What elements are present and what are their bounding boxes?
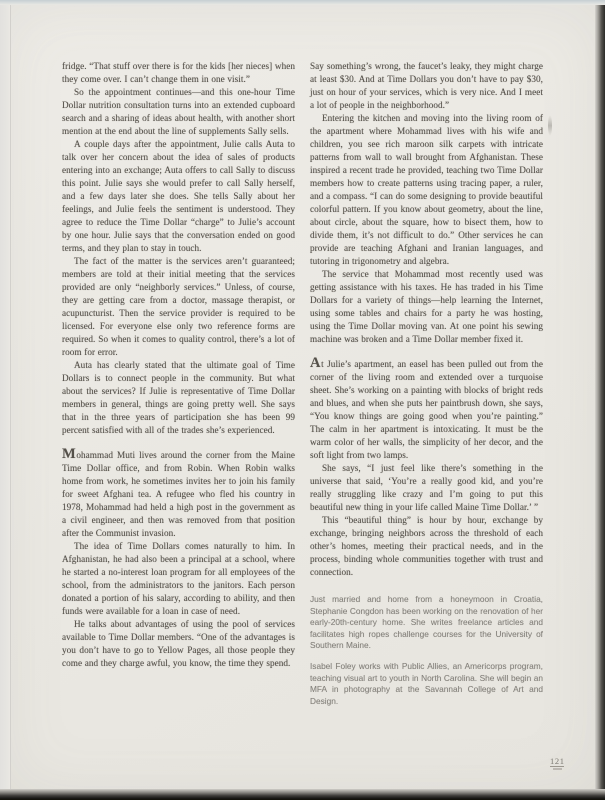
folio-micro-text [553, 768, 562, 770]
scan-smudge [548, 115, 552, 136]
paragraph-appointment-continues: So the appointment continues—and this one-hour Time Dollar nutrition consultation turns into an extended cupboard search and a sharing of ideas about health, with another short mention at the end about the line of supplements Sally sells. [62, 87, 295, 136]
paragraph-idea-time-dollars: The idea of Time Dollars comes naturally to him. In Afghanistan, he had also been a principal at a school, where he started a no-interest loan program for all employees of the school, from the administrators to the janitors. Each person donated a portion of his salary, according to ability, and then funds were available for a loan in case of need. [62, 541, 295, 616]
bio-isabel-foley: Isabel Foley works with Public Allies, an Americorps program, teaching visual art to youth in North Carolina. She will begin an MFA in photography at the Savannah College of Art and Design. [310, 660, 543, 706]
paragraph-mohammad-section [62, 446, 295, 540]
text-column-right [310, 60, 543, 716]
paragraph-beautiful-thing: This “beautiful thing” is hour by hour, exchange by exchange, bringing neighbors across the threshold of each other’s homes, meeting their practical needs, and in the process, binding whole communities together with trust and connection. [310, 515, 543, 577]
raised-cap-m: M [62, 446, 76, 462]
contributor-bios [310, 594, 543, 707]
paragraph-pool-of-services: He talks about advantages of using the pool of services available to Time Dollar members. “One of the advantages is you don’t have to go to Yellow Pages, all those people they come and they charge awful, you know, the time they spend. [62, 619, 295, 668]
bio-stephanie-congdon: Just married and home from a honeymoon in Croatia, Stephanie Congdon has been working on the renovation of her early-20th-century home. She writes freelance articles and facilitates high ropes challenge courses for the University of Southern Maine. [310, 594, 543, 651]
page-number-block [550, 757, 565, 770]
paragraph-universe-quote: She says, “I just feel like there’s something in the universe that said, ‘You’re a really good kid, and you’re really struggling like crazy and I’m going to put this beautiful new thing in your life called Maine Time Dollar.’ ” [310, 463, 543, 512]
paragraph-julie-calls-auta: A couple days after the appointment, Julie calls Auta to talk over her concern about the idea of sales of products entering into an exchange; Auta offers to call Sally to discuss this point. Julie says she would prefer to call Sally herself, and a few days later she does. She tells Sally about her feelings, and Julie feels the sentiment is understood. They agree to reduce the Time Dollar “charge” to Julie’s account by one hour. Julie says that the conversation ended on good terms, and they plan to stay in touch. [62, 139, 295, 253]
raised-cap-a: A [310, 355, 321, 371]
page-number: 121 [550, 756, 565, 766]
page-edge-bottom [0, 789, 605, 800]
folio-rule [550, 766, 564, 767]
paragraph-text: t Julie’s apartment, an easel has been pulled out from the corner of the living room and extended over a turquoise sheet. She’s working on a painting with blocks of bright reds and blues, and when she puts her paintbrush down, she says, “You know things are going good when you’re painting.” The calm in her apartment is intoxicating. It must be the warm color of her walls, the simplicity of her decor, and the soft light from two lamps. [310, 359, 543, 460]
page-edge-top [0, 0, 605, 5]
text-column-left [62, 60, 295, 716]
page-content [62, 60, 543, 716]
paragraph-julies-apartment-section [310, 355, 543, 462]
paragraph-faucet-quote-continuation: Say something’s wrong, the faucet’s leaky, they might charge at least $30. And at Time Dollars you don’t have to pay $30, just on hour of your services, which is very nice. And I meet a lot of people in the neighborhood.” [310, 61, 543, 110]
page-edge-right [595, 0, 605, 800]
paragraph-taxes-service: The service that Mohammad most recently used was getting assistance with his taxes. He has traded in his Time Dollars for a variety of things—help learning the Internet, using some tables and chairs for a party he was hosting, using the Time Dollar moving van. At one point his sewing machine was broken and a Time Dollar member fixed it. [310, 269, 543, 344]
paragraph-fridge-continuation: fridge. “That stuff over there is for the kids [her nieces] when they come over. I can’t change them in one visit.” [62, 61, 295, 84]
paragraph-services-not-guaranteed: The fact of the matter is the services aren’t guaranteed; members are told at their initial meeting that the services provided are only “neighborly services.” Unless, of course, they are getting care from a doctor, massage therapist, or acupuncturist. Then the service provider is required to be licensed. For everyone else only two reference forms are required. So when it comes to quality control, there’s a lot of room for error. [62, 256, 295, 357]
paragraph-text: ohammad Muti lives around the corner from the Maine Time Dollar office, and from Robin. When Robin walks home from work, he sometimes invites her to join his family for sweet Afghani tea. A refugee who fled his country in 1978, Mohammad had held a high post in the government as a civil engineer, and then was removed from that position after the Communist invasion. [62, 450, 295, 538]
paragraph-auta-goal: Auta has clearly stated that the ultimate goal of Time Dollars is to connect people in the community. But what about the services? If Julie is representative of Time Dollar members in general, things are going pretty well. She says that in the three years of participation she has been 99 percent satisfied with all of the trades she’s experienced. [62, 360, 295, 435]
page-edge-left [0, 0, 11, 800]
paragraph-entering-kitchen: Entering the kitchen and moving into the living room of the apartment where Mohammad lives with his wife and children, you see rich maroon silk carpets with intricate patterns from wall to wall brought from Afghanistan. These inspired a recent trade he provided, teaching two Time Dollar members how to create patterns using tracing paper, a ruler, and a compass. “I can do some designing to provide beautiful colorful pattern. If you know about geometry, about the line, about circle, about the square, how to bisect them, how to divide them, it’s not difficult to do.” Other services he can provide are teaching Afghani and Iranian languages, and tutoring in trigonometry and algebra. [310, 113, 543, 266]
